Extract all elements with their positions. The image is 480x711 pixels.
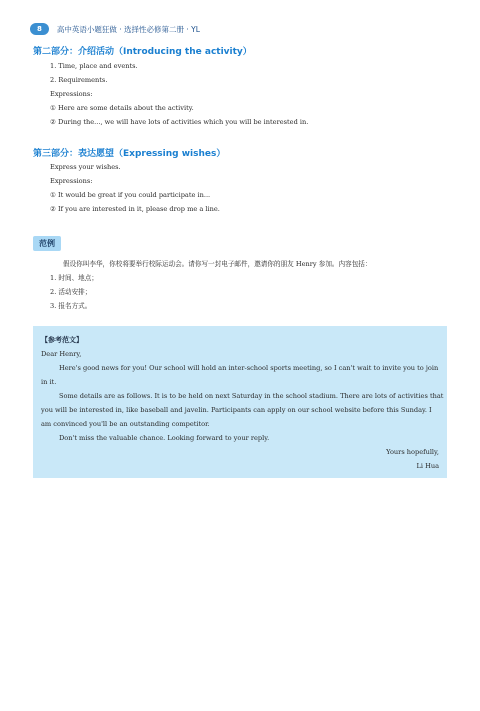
essay-line: Dear Henry, [41,350,82,358]
essay-line: Here's good news for you! Our school will hold an inter-school sports meeting, so I can't wait to invite you to join [59,364,439,372]
page-number-badge: 8 [30,23,49,35]
reference-title: 【参考范文】 [41,336,83,344]
section3-expressions-label: Expressions: [50,177,93,185]
section2-title: 第二部分：介绍活动（Introducing the activity） [33,47,252,57]
section3-expression: ① It would be great if you could participate in... [50,191,211,199]
page-header [30,22,200,36]
section2-item: 2. Requirements. [50,76,108,84]
section2-expression: ① Here are some details about the activity. [50,104,194,112]
book-title: 高中英语小题狂做 · 选择性必修第二册 · YL [56,24,200,34]
essay-closing: Yours hopefully, [386,448,439,456]
example-point: 1. 时间、地点； [50,274,98,282]
essay-line: am convinced you'll be an outstanding competitor. [41,420,210,428]
essay-line: Some details are as follows. It is to be held on next Saturday in the school stadium. There are lots of activities that [59,392,444,400]
example-point: 3. 报名方式。 [50,302,92,310]
example-prompt: 假设你叫李华，你校将要举行校际运动会。请你写一封电子邮件，邀请你的朋友 Henry 参加。内容包括： [63,260,372,268]
essay-line: you will be interested in, like baseball and javelin. Participants can apply on our school website before this Sunday. I [41,406,432,414]
section2-expressions-label: Expressions: [50,90,93,98]
reference-essay-box [33,326,447,478]
section3-expression: ② If you are interested in it, please drop me a line. [50,205,220,213]
section2-expression: ② During the..., we will have lots of activities which you will be interested in. [50,118,309,126]
essay-line: Don't miss the valuable chance. Looking forward to your reply. [59,434,270,442]
essay-line: in it. [41,378,57,386]
section3-title: 第三部分：表达愿望（Expressing wishes） [33,149,226,159]
example-label: 范例 [33,236,61,251]
section2-item: 1. Time, place and events. [50,62,138,70]
essay-signature: Li Hua [416,462,439,470]
section3-item: Express your wishes. [50,163,121,171]
example-point: 2. 活动安排； [50,288,92,296]
